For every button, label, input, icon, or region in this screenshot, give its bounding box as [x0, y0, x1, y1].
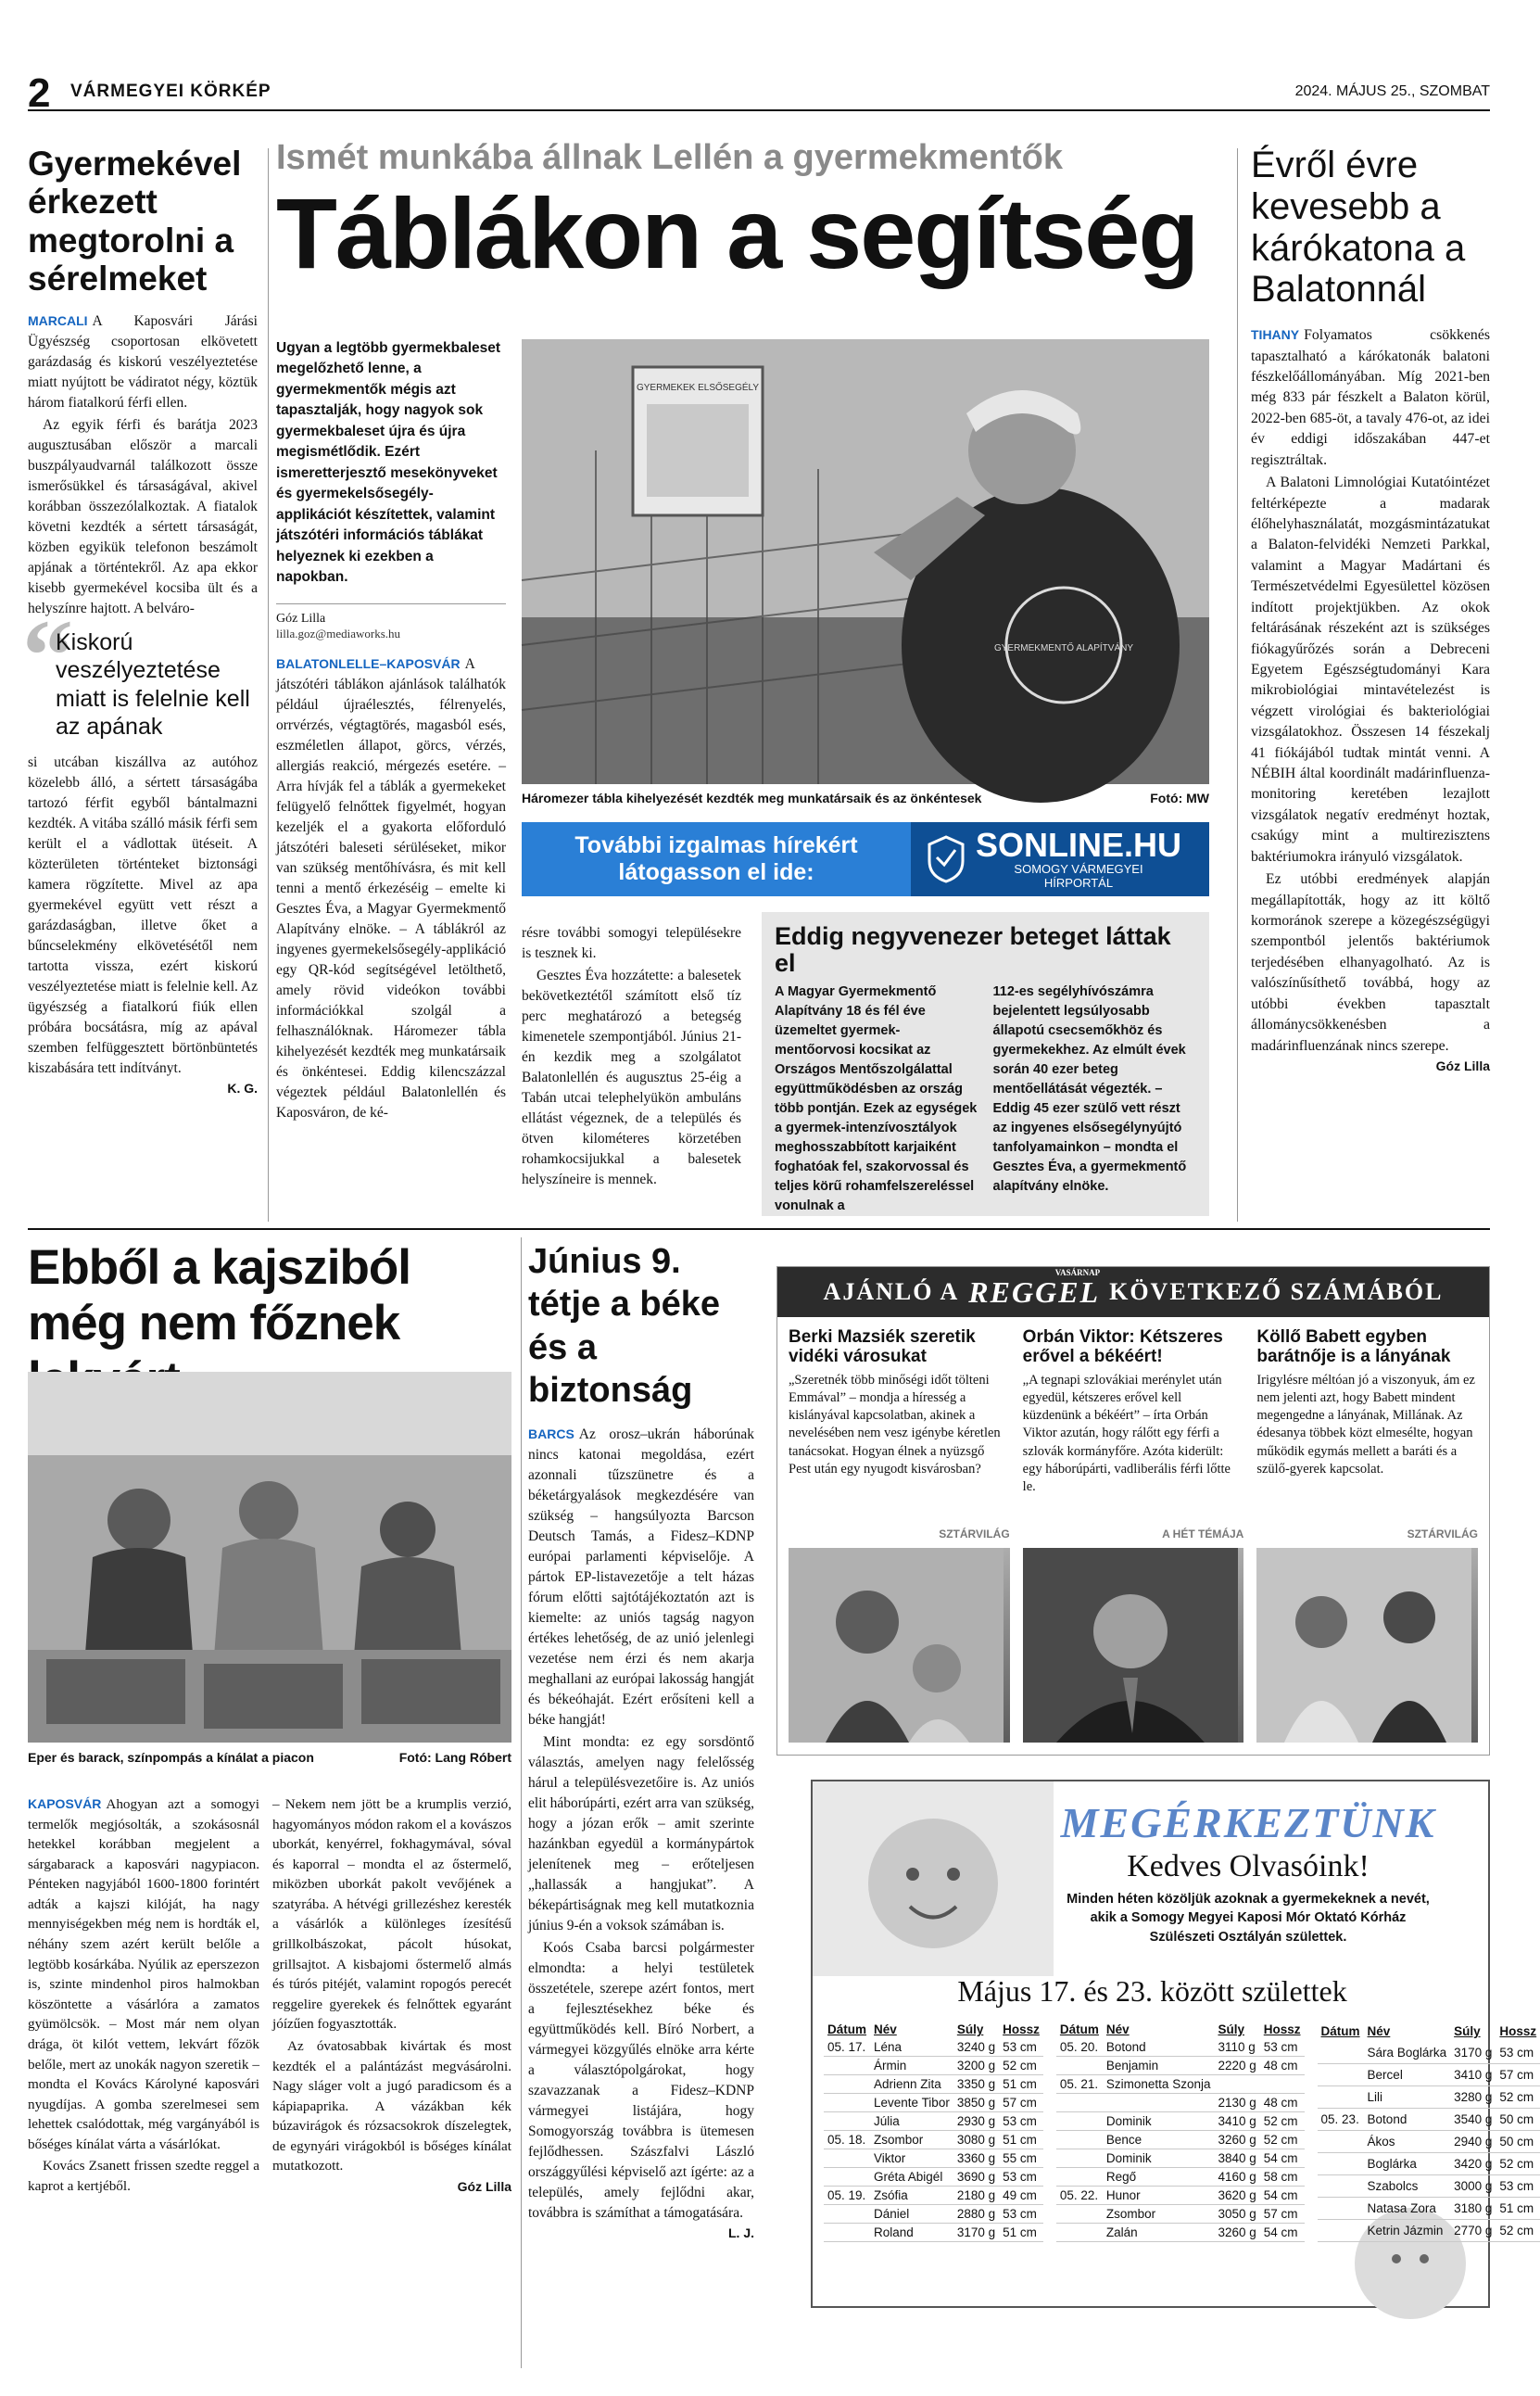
kajszi-col1-p1: Ahogyan azt a somogyi termelők megjósolták, a szokásosnál hetekkel korábban megjelent a sárgabarack a kaposvári nagypiacon. Pénteken nagyjából 1600-1800 forintért adták a kajszi kilóját, ha nagy mennyiségekben még nem is hordták el, néhány szem azért került belőle a legtöbb kosárkába. Nyúlik az eperszezon is, szinte mindenhol piros halmokban köszöntette a vásárlóra a zamatos gyümölcsök. – Most már nem olyan drága, öt kilót vettem, lekvárt főzök belőle, mert az unokák nagyon szeretik – mondta el Kovács Károlyné kaposvári nyugdíjas. A gomba szerelmesei sem lehettek csalódottak, még vargányából is bőséges kínálat várta a vásárlókat.	[28, 1796, 259, 2152]
recommend-brand-small: VASÁRNAP	[1054, 1267, 1101, 1277]
births-row	[1056, 2038, 1305, 2057]
births-cell	[1318, 2085, 1364, 2108]
left-story-signature: K. G.	[227, 1080, 258, 1096]
births-cell	[1214, 2075, 1259, 2094]
left-story-headline: Gyermekével érkezett megtorolni a sérelmeket	[28, 145, 242, 298]
births-row	[1318, 2063, 1540, 2085]
births-cell: 3080 g	[953, 2131, 999, 2149]
column-divider	[1237, 148, 1238, 1222]
sonline-brand-name: SONLINE.HU	[976, 826, 1182, 864]
births-cell: Hunor	[1103, 2187, 1215, 2205]
right-story	[1251, 145, 1490, 1073]
births-cell: 53 cm	[1496, 2174, 1540, 2197]
births-cell: Boglárka	[1364, 2152, 1451, 2174]
right-story-body	[1251, 325, 1490, 1057]
right-story-location: TIHANY	[1251, 327, 1300, 343]
births-cell	[824, 2224, 870, 2242]
births-header-cell: Név	[1367, 2023, 1391, 2038]
births-cell: 3110 g	[1214, 2038, 1259, 2057]
births-cell: 3280 g	[1450, 2085, 1496, 2108]
births-row	[1318, 2042, 1540, 2063]
sonline-ad-text	[522, 832, 911, 886]
recommend-item[interactable]	[789, 1328, 1010, 1743]
recommend-suffix: KÖVETKEZŐ SZÁMÁBÓL	[1109, 1278, 1444, 1305]
births-cell	[1318, 2042, 1364, 2063]
births-cell: Dominik	[1103, 2112, 1215, 2131]
births-row	[1056, 2131, 1305, 2149]
births-row	[1318, 2108, 1540, 2130]
births-cell: 52 cm	[1496, 2219, 1540, 2241]
main-story-col2-p2: Gesztes Éva hozzátette: a balesetek bekövetkeztétől számított első tíz perc meghatározó a betegség kimenetele szempontjából. Június 21-én kezdik meg a szolgálatot Balatonlellén és augusztus 25-éig a Tabán utcai telephelyükön ambuláns ellátást végeznek, de a település és ötven kilométeres körzetében rohamkocsijukkal a balesetek helyszíneire is mennek.	[522, 968, 741, 1187]
kajszi-photo-caption	[28, 1750, 511, 1765]
recommend-item-title: Orbán Viktor: Kétszeres erővel a békéért!	[1022, 1327, 1223, 1366]
byline	[276, 603, 506, 641]
births-cell	[1056, 2094, 1103, 2112]
sonline-ad[interactable]	[522, 822, 1209, 896]
births-header-cell: Súly	[956, 2022, 984, 2036]
births-row	[824, 2075, 1043, 2094]
births-row	[1056, 2112, 1305, 2131]
box-story-headline: Eddig negyvenezer beteget láttak el	[775, 922, 1171, 978]
births-cell: 52 cm	[1260, 2112, 1305, 2131]
births-row	[1318, 2174, 1540, 2197]
births-cell: 05. 17.	[824, 2038, 870, 2057]
main-photo	[522, 339, 1209, 784]
column-divider	[521, 1237, 522, 2368]
section-divider	[28, 1228, 1490, 1230]
births-cell: Adrienn Zita	[870, 2075, 953, 2094]
births-cell: Zsombor	[870, 2131, 953, 2149]
births-header-cell: Név	[874, 2022, 897, 2036]
births-cell: 57 cm	[1260, 2205, 1305, 2224]
kajszi-photo	[28, 1372, 511, 1743]
births-cell: 53 cm	[999, 2038, 1043, 2057]
births-cell: 55 cm	[999, 2149, 1043, 2168]
births-cell: 3180 g	[1450, 2197, 1496, 2219]
junius-signature: L. J.	[727, 2225, 754, 2241]
births-table	[824, 2021, 1043, 2242]
births-cell: 3620 g	[1214, 2187, 1259, 2205]
births-header-cell: Súly	[1218, 2022, 1244, 2036]
kajszi-signature: Góz Lilla	[457, 2178, 511, 2194]
births-row	[824, 2205, 1043, 2224]
main-story-headline: Táblákon a segítség	[276, 177, 1198, 290]
births-cell	[824, 2057, 870, 2075]
births-row	[1056, 2224, 1305, 2242]
births-cell: 3690 g	[953, 2168, 999, 2187]
births-cell: Roland	[870, 2224, 953, 2242]
junius-body	[528, 1425, 754, 2224]
births-cell: 3540 g	[1450, 2108, 1496, 2130]
births-cell: 3840 g	[1214, 2149, 1259, 2168]
births-cell	[824, 2094, 870, 2112]
recommend-item-text: „Szeretnék több minőségi időt tölteni Emmával” – mondja a híresség a kislányával kapcsolatban, akinek a nevelésében nem vesz igénybe kéretlen tanácsokat. Hogyan élnek a nyüzsgő Pest után egy nyugodt kisvárosban?	[789, 1373, 1001, 1477]
births-cell: 3170 g	[1450, 2042, 1496, 2063]
births-cell: 05. 21.	[1056, 2075, 1103, 2094]
photo-badge-text: GYERMEKMENTŐ ALAPÍTVÁNY	[993, 643, 1134, 653]
births-cell	[1318, 2197, 1364, 2219]
births-intro	[1026, 1890, 1471, 1946]
births-cell: 3360 g	[953, 2149, 999, 2168]
births-header-cell: Dátum	[1320, 2023, 1360, 2038]
left-story-p3: si utcában kiszállva az autóhoz közelebb álló, a sértett társaságába tartozó férfit egyből bántalmazni kezdték. A vitába szálló másik férfi sem került el a vádlottak ütéseit. A közterületen történteket biztonsági kamera rögzítette. Mivel az apa gyermekével együtt vett részt a garázdaságban, illetve őket a bűncselekmény elkövetésétől nem tartotta vissza, ezért kiskorú veszélyeztetése miatt is felelnie kell. Az ügyészség a fiatalkorú fiúk ellen próbára bocsátásra, míg az apával szemben felfüggesztett börtönbüntetés kiszabására tett indítványt.	[28, 754, 258, 1076]
births-cell: Lili	[1364, 2085, 1451, 2108]
left-story-p2: Az egyik férfi és barátja 2023 augusztusában először a marcali buszpályaudvarnál találkozott össze ismerősükkel és társaságával, akivel korábban összezólalkoztak. A fiatalok követni kezdték a sértett társaságát, közben egyikük telefonon beszámolt apjának a történtekről. Az apa ekkor kisebb gyermekével kocsiba ült és a helyszínre hajtott. A belváro-	[28, 416, 258, 616]
births-cell: Bercel	[1364, 2063, 1451, 2085]
births-cell	[824, 2149, 870, 2168]
births-row	[824, 2131, 1043, 2149]
births-cell: 54 cm	[1260, 2149, 1305, 2168]
births-cell	[824, 2112, 870, 2131]
births-cell: Bence	[1103, 2131, 1215, 2149]
kajszi-col1	[28, 1794, 259, 2199]
main-story-lead-col	[276, 338, 506, 1125]
births-row	[1056, 2205, 1305, 2224]
births-cell: Zalán	[1103, 2224, 1215, 2242]
births-cell: 53 cm	[1260, 2038, 1305, 2057]
births-cell: 49 cm	[999, 2187, 1043, 2205]
births-table-header	[1056, 2021, 1305, 2038]
births-cell: 50 cm	[1496, 2108, 1540, 2130]
births-header-cell: Hossz	[1499, 2023, 1537, 2038]
junius-p1: Az orosz–ukrán háborúnak nincs katonai megoldása, ezért azonnali tűzszünetre és a béketárgyalások megkezdésére van szükség – hangsúlyozta Barcson Deutsch Tamás, a Fidesz–KDNP európai parlamenti képviselője. A pártok EP-listavezetője a telt házas fórum előtti sajtótájékoztatón azt is kiemelte: az uniós tagság nagyon értékes lehetőség, de az unió jelenlegi vezetése nem érzi és nem akarja meghallani az európai lakosság hangját és békeóhaját. Ezért erősíteni kell a béke hangját!	[528, 1426, 754, 1729]
births-cell: Natasa Zora	[1364, 2197, 1451, 2219]
main-story-col1	[276, 654, 506, 1123]
pull-quote	[22, 598, 258, 742]
recommend-item-photo	[1256, 1548, 1478, 1743]
births-cell: 2130 g	[1214, 2094, 1259, 2112]
births-cell	[1056, 2149, 1103, 2168]
box-story	[762, 912, 1209, 1216]
births-cell: 51 cm	[999, 2224, 1043, 2242]
births-cell: 52 cm	[1260, 2131, 1305, 2149]
main-photo-credit: Fotó: MW	[1150, 791, 1209, 805]
births-cell: Szabolcs	[1364, 2174, 1451, 2197]
recommend-item[interactable]	[1256, 1328, 1478, 1743]
births-cell: 05. 23.	[1318, 2108, 1364, 2130]
births-cell: Levente Tibor	[870, 2094, 953, 2112]
births-row	[824, 2168, 1043, 2187]
main-photo-caption	[522, 791, 1209, 805]
recommend-item-title: Köllő Babett egyben barátnője is a lányának	[1256, 1327, 1451, 1366]
births-row	[824, 2112, 1043, 2131]
births-cell: 57 cm	[999, 2094, 1043, 2112]
births-cell	[1318, 2063, 1364, 2085]
sonline-ad-line2: látogasson el ide:	[618, 859, 814, 885]
births-cell: 3260 g	[1214, 2224, 1259, 2242]
births-cell: 51 cm	[999, 2075, 1043, 2094]
section-title: VÁRMEGYEI KÖRKÉP	[70, 82, 271, 101]
births-table	[1056, 2021, 1305, 2242]
right-story-p2: A Balatoni Limnológiai Kutatóintézet feltérképezte a madarak élőhelyhasználatát, mozgásmintázatukat a Balaton-felvidéki Nemzeti Parkkal, valamint a Magyar Madártani és Természetvédelmi Egyesülettel közösen indított projektjükben. Az okok feltárásának részeként azt is szükséges fiókagyűrőzés során a Debreceni Egyetem Egészségtudományi Kara mikrobiológiai mintavételezést is végzett virológiai és bakteriológiai vizsgálatokhoz. Összesen 14 fészekalj 41 fiókájából tudtak mintát venni. A NÉBIH által koordinált madárinfluenza-monitoring keretében lezajlott vizsgálatok negatív eredményt hoztak, csakúgy mint a multirezisztens baktériumokra irányuló vizsgálatok.	[1251, 475, 1490, 865]
recommend-item-source: SZTÁRVILÁG	[1407, 1528, 1479, 1541]
main-story-col1-text: A játszótéri táblákon ajánlások találhatók például újraélesztés, félrenyelés, orrvérzés, végtagtörés, magasból esés, eszméletlen állapot, görcs, vérzés, allergiás reakció, mérgezés esetére. – Arra hívják fel a táblák a gyermekeket felügyelő felnőttek figyelmét, hogyan kezeljék el a gyakorta előforduló játszótéri baleseti sérüléseket, mikor van szükség mentőhívásra, és mit kell tenni a mentő érkezéséig – emelte ki Gesztes Éva, a Magyar Gyermekmentő Alapítvány elnöke. – A táblákról az ingyenes gyermekelsősegély-applikáció egy QR-kód segítségével letölthető, amely rövid videókon további információkkal szolgál a felhasználóknak. Háromezer tábla kihelyezését kezdték meg munkatársaik és önkéntesei. Eddig kilencszázzal végeztek például Balatonlellén és Kaposváron, de ké-	[276, 655, 506, 1121]
births-cell: 51 cm	[1496, 2197, 1540, 2219]
births-row	[1318, 2085, 1540, 2108]
shield-icon	[928, 835, 965, 883]
births-row	[824, 2057, 1043, 2075]
births-cell: 3350 g	[953, 2075, 999, 2094]
births-cell: Sára Boglárka	[1364, 2042, 1451, 2063]
births-cell: Gréta Abigél	[870, 2168, 953, 2187]
births-cell	[1318, 2174, 1364, 2197]
recommend-brand-name: REGGEL	[968, 1274, 1101, 1309]
left-story-body-2	[28, 753, 258, 1079]
births-cell: Szimonetta Szonja	[1103, 2075, 1215, 2094]
births-cell: 48 cm	[1260, 2057, 1305, 2075]
births-cell: 05. 22.	[1056, 2187, 1103, 2205]
left-story-p1: A Kaposvári Járási Ügyészség csoportosan elkövetett garázdaság és kiskorú veszélyeztetése miatt nyújtott be vádiratot négy, köztük három fiatalkorú férfi ellen.	[28, 312, 258, 411]
births-header-cell: Hossz	[1003, 2022, 1040, 2036]
births-table	[1318, 2021, 1540, 2242]
births-intro-1: Minden héten közöljük azoknak a gyermekeknek a nevét,	[1067, 1892, 1430, 1907]
main-story-kicker: Ismét munkába állnak Lellén a gyermekmentők	[276, 138, 1064, 177]
births-cell	[1056, 2168, 1103, 2187]
births-cell	[824, 2168, 870, 2187]
births-cell: Regő	[1103, 2168, 1215, 2187]
births-cell	[1056, 2131, 1103, 2149]
births-cell: 3850 g	[953, 2094, 999, 2112]
births-cell: 58 cm	[1260, 2168, 1305, 2187]
main-photo-caption-text: Háromezer tábla kihelyezését kezdték meg munkatársaik és az önkéntesek	[522, 791, 982, 805]
page-number: 2	[28, 70, 51, 116]
births-cell: 2940 g	[1450, 2130, 1496, 2152]
main-story-lead: Ugyan a legtöbb gyermekbaleset megelőzhető lenne, a gyermekmentők mégis azt tapasztalják, hogy nagyok sok gyermekbaleset újra és újra megismétlődik. Ezért ismeretterjesztő mesekönyveket és gyermekelsősegély-applikációt készítettek, valamint játszótéri információs táblákat helyeznek ki ezekben a napokban.	[276, 340, 501, 586]
births-table-header	[824, 2021, 1043, 2038]
births-header-cell: Dátum	[827, 2022, 867, 2036]
issue-date: 2024. MÁJUS 25., SZOMBAT	[1294, 83, 1490, 99]
byline-author: Góz Lilla	[276, 611, 326, 626]
sonline-ad-brand-box	[911, 822, 1209, 896]
births-cell: 3260 g	[1214, 2131, 1259, 2149]
births-cell: 2180 g	[953, 2187, 999, 2205]
kajszi-photo-credit: Fotó: Lang Róbert	[398, 1750, 511, 1765]
junius-p3: Koós Csaba barcsi polgármester elmondta: a helyi testületek összetétele, szerepe azért fontos, mert a fejlesztésekhez béke és együttműködés kell. Bíró Norbert, a vármegyei közgyűlés elnöke arra kérte a választópolgárokat, hogy szavazzanak a Fidesz–KDNP vármegyei listájára, hogy Somogyország továbbra is ütemesen fejlődhessen. Szászfalvi László országgyűlési képviselő azt ígérte: az a település, amely fejlődni akar, továbbra is számíthat a támogatására.	[528, 1940, 754, 2222]
kajszi-col1-p2: Kovács Zsanett frissen szedte reggel a kaprot a kertjéből.	[28, 2158, 259, 2194]
births-cell: 05. 18.	[824, 2131, 870, 2149]
births-cell	[1103, 2094, 1215, 2112]
sign-text: GYERMEKEK ELSŐSEGÉLY	[636, 383, 760, 393]
births-header	[1026, 1798, 1471, 1946]
births-cell: 05. 20.	[1056, 2038, 1103, 2057]
quote-mark-icon: “	[22, 598, 73, 712]
kajszi-location: KAPOSVÁR	[28, 1796, 102, 1811]
main-story-col2	[522, 923, 741, 1192]
births-cell: 48 cm	[1260, 2094, 1305, 2112]
births-cell: Dániel	[870, 2205, 953, 2224]
births-cell: Júlia	[870, 2112, 953, 2131]
births-cell: 3420 g	[1450, 2152, 1496, 2174]
births-cell: 52 cm	[1496, 2085, 1540, 2108]
recommend-item-source: A HÉT TÉMÁJA	[1162, 1528, 1244, 1541]
births-cell	[1318, 2219, 1364, 2241]
births-cell	[824, 2075, 870, 2094]
junius-headline: Június 9. tétje a béke és a biztonság	[528, 1242, 720, 1411]
births-row	[1056, 2187, 1305, 2205]
left-story-location: MARCALI	[28, 312, 88, 328]
recommend-item-title: Berki Mazsiék szeretik vidéki városukat	[789, 1327, 976, 1366]
main-story	[276, 138, 1212, 290]
sonline-ad-line1: További izgalmas hírekért	[574, 832, 858, 859]
births-cell: 3240 g	[953, 2038, 999, 2057]
recommend-brand	[968, 1267, 1101, 1310]
recommend-item-photo	[789, 1548, 1010, 1743]
births-cell: 53 cm	[999, 2112, 1043, 2131]
births-cell: 53 cm	[999, 2168, 1043, 2187]
births-cell: 52 cm	[999, 2057, 1043, 2075]
births-cell: 2770 g	[1450, 2219, 1496, 2241]
births-cell: 53 cm	[999, 2205, 1043, 2224]
right-story-p1: Folyamatos csökkenés tapasztalható a kárókatonák balatoni fészkelőállományában. Míg 2021-ben még 833 pár fészkelt a Balaton körül, 2022-ben 685-öt, a tavaly 476-ot, az idei év eddigi időszakában 447-et regisztráltak.	[1251, 327, 1490, 468]
baby-photo	[813, 1781, 1054, 1976]
recommend-item-photo	[1023, 1548, 1244, 1743]
page-header	[28, 70, 1490, 116]
recommend-items	[777, 1317, 1489, 1754]
births-cell: Ketrin Jázmin	[1364, 2219, 1451, 2241]
kajszi-photo-graphic	[28, 1372, 511, 1743]
births-cell: 2930 g	[953, 2112, 999, 2131]
recommend-prefix: AJÁNLÓ A	[823, 1278, 960, 1305]
recommend-header	[777, 1267, 1489, 1317]
recommend-item[interactable]	[1023, 1328, 1244, 1743]
births-cell	[1056, 2224, 1103, 2242]
births-cell: 3410 g	[1450, 2063, 1496, 2085]
births-cell: Ákos	[1364, 2130, 1451, 2152]
births-cell: 54 cm	[1260, 2187, 1305, 2205]
births-cell: 50 cm	[1496, 2130, 1540, 2152]
births-cell: 2220 g	[1214, 2057, 1259, 2075]
births-cell	[1318, 2130, 1364, 2152]
births-row	[1056, 2168, 1305, 2187]
byline-email[interactable]: lilla.goz@mediaworks.hu	[276, 626, 400, 640]
births-cell: 4160 g	[1214, 2168, 1259, 2187]
births-cell: Botond	[1103, 2038, 1215, 2057]
kajszi-col2-p2: Az óvatosabbak kivártak és most kezdték el a palántázást megvásárolni. Nagy sláger volt a jugó paradicsom és a kápiapaprika. A vázákban kék búzavirágok és rózsacsokrok díszelegtek, de egynyári virágokból is bőséges kínálat mutatkozott.	[272, 2037, 511, 2174]
births-cell: 3200 g	[953, 2057, 999, 2075]
births-cell	[1260, 2075, 1305, 2094]
births-row	[1318, 2219, 1540, 2241]
births-cell	[1318, 2152, 1364, 2174]
recommend-item-text: Irigylésre méltóan jó a viszonyuk, ám ez nem jelenti azt, hogy Babett mindent megengedne a lányának, Millának. Az édesanya többek közt elmesélte, hogyan működik egymás mellett a baráti és a szülő-gyerek kapcsolat.	[1256, 1373, 1475, 1477]
kajszi-caption-text: Eper és barack, színpompás a kínálat a piacon	[28, 1750, 314, 1765]
box-story-columns	[762, 982, 1209, 1216]
births-intro-2: akik a Somogy Megyei Kaposi Mór Oktató Kórház	[1090, 1910, 1407, 1926]
recommend-item-text: „A tegnapi szlovákiai merénylet után egyedül, kétszeres erővel kell küzdenünk a békéért” – írta Orbán Viktor azután, hogy rálőtt egy férfi a szlovák kormányfőre. Azóta kiderült: egy háborúpárti, vadliberális férfi lőtte le.	[1022, 1373, 1231, 1494]
births-row	[1056, 2057, 1305, 2075]
births-header-cell: Dátum	[1059, 2022, 1099, 2036]
births-header-cell: Név	[1105, 2022, 1130, 2036]
births-header-cell: Hossz	[1263, 2022, 1301, 2036]
births-intro-3: Szülészeti Osztályán születtek.	[1149, 1929, 1347, 1945]
sonline-brand-sub2: HÍRPORTÁL	[1043, 876, 1114, 890]
box-story-col2: 112-es segélyhívószámra bejelentett legsúlyosabb állapotú csecsemőkhöz és gyermekekhez. Az elmúlt évek során 40 ezer beteg mentőellátását végezték. – Eddig 45 ezer szülő vett részt az ingyenes elsősegélynyújtó tanfolyamainkon – mondta el Gesztes Éva, a gyermekmentő alapítvány elnöke.	[992, 984, 1187, 1195]
births-cell: Benjamin	[1103, 2057, 1215, 2075]
births-row	[1318, 2197, 1540, 2219]
births-row	[824, 2038, 1043, 2057]
junius-location: BARCS	[528, 1426, 574, 1442]
recommend-item-source: SZTÁRVILÁG	[939, 1528, 1010, 1541]
births-cell: 54 cm	[1260, 2224, 1305, 2242]
births-greeting: Kedves Olvasóink!	[1127, 1849, 1370, 1883]
births-row	[1318, 2152, 1540, 2174]
births-cell: 3050 g	[1214, 2205, 1259, 2224]
kajszi-headline: Ebből a kajsziból még nem főznek	[28, 1240, 410, 1351]
births-cell: 3410 g	[1214, 2112, 1259, 2131]
births-cell: Léna	[870, 2038, 953, 2057]
births-cell: 53 cm	[1496, 2042, 1540, 2063]
births-row	[824, 2094, 1043, 2112]
main-story-location: BALATONLELLE–KAPOSVÁR	[276, 655, 461, 671]
births-cell: 3170 g	[953, 2224, 999, 2242]
births-row	[824, 2187, 1043, 2205]
main-photo-graphic	[522, 339, 1209, 784]
sonline-brand	[976, 826, 1182, 890]
left-story	[22, 145, 258, 1096]
births-box	[811, 1780, 1537, 2308]
column-divider	[268, 148, 269, 1222]
births-row	[1056, 2094, 1305, 2112]
births-cell: Dominik	[1103, 2149, 1215, 2168]
births-title: MEGÉRKEZTÜNK	[1060, 1799, 1436, 1846]
right-story-headline: Évről évre kevesebb a kárókatona a Balatonnál	[1251, 145, 1466, 311]
births-cell: Ármin	[870, 2057, 953, 2075]
births-table-header	[1318, 2021, 1540, 2042]
births-cell: 52 cm	[1496, 2152, 1540, 2174]
sonline-brand-sub1: SOMOGY VÁRMEGYEI	[1014, 862, 1143, 876]
births-cell	[824, 2205, 870, 2224]
main-story-col2-p1: résre további somogyi településekre is tesznek ki.	[522, 925, 741, 961]
junius-story	[528, 1240, 754, 2240]
births-tables	[824, 2021, 1537, 2242]
recommend-box	[776, 1266, 1490, 1756]
births-row	[1056, 2075, 1305, 2094]
births-cell: 51 cm	[999, 2131, 1043, 2149]
births-header-cell: Súly	[1454, 2023, 1481, 2038]
births-row	[1318, 2130, 1540, 2152]
births-cell	[1056, 2205, 1103, 2224]
births-cell: Botond	[1364, 2108, 1451, 2130]
births-cell: 57 cm	[1496, 2063, 1540, 2085]
births-cell: 2880 g	[953, 2205, 999, 2224]
births-period: Május 17. és 23. között születtek	[957, 1974, 1347, 2008]
births-cell	[1056, 2057, 1103, 2075]
kajszi-col2-p1: – Nekem nem jött be a krumplis verzió, hagyományos módon rakom el a kovászos uborkát, kenyérrel, fokhagymával, sóval és kaporral – mondta el az őstermelő, miközben uborkát pakolt vevőjének a szatyrába. A hétvégi grillezéshez keresték a vásárlók a különleges ízesítésű grillkolbászokat, pácolt húsokat, grillsajtot. A kisbajomi őstermelő almás és túrós pitéjét, valamint ropogós perecét reggelire gyerekek és felnőttek egyaránt jóízűen fogyasztották.	[272, 1796, 511, 2033]
births-cell	[1056, 2112, 1103, 2131]
kajszi-col2	[272, 1794, 511, 2197]
right-story-signature: Góz Lilla	[1435, 1058, 1490, 1073]
births-cell: Zsombor	[1103, 2205, 1215, 2224]
box-story-col1: A Magyar Gyermekmentő Alapítvány 18 és fél éve üzemeltet gyermek-mentőorvosi kocsikat az Országos Mentőszolgálattal együttműködésben az ország több pontján. Ezek az egységek a gyermek-intenzívosztályok meghosszabbított karjaiként foghatóak fel, szakorvossal és teljes körű rohamfelszereléssel vonulnak a	[775, 984, 978, 1214]
junius-p2: Mint mondta: ez egy sorsdöntő választás, amelyen nagy felelősség hárul a településvezetőire is. Az uniós elit háborúpárti, ezért arra van szükség, hogy a józan erők – amit szerinte hazánkban egyedül a kormánypártok jelenítenek meg – erőteljesen „hallassák a hangjukat”. A békepártiságnak meg kell mutatkoznia június 9-én a voksok számában is.	[528, 1734, 755, 1934]
births-cell: 3000 g	[1450, 2174, 1496, 2197]
right-story-p3: Ez utóbbi eredmények alapján megállapították, hogy az itt költő kormoránok szerepe a közegészségügyi szempontból jelentős baktériumok terjedésében elhanyagolható. Az is valószínűsíthető továbbá, hogy az utóbbi években tapasztalt állománycsökkenésben a madárinfluenzának nincs szerepe.	[1251, 871, 1490, 1054]
births-row	[1056, 2149, 1305, 2168]
births-cell: Viktor	[870, 2149, 953, 2168]
births-row	[824, 2149, 1043, 2168]
births-cell: Zsófia	[870, 2187, 953, 2205]
left-story-body	[28, 311, 258, 619]
births-row	[824, 2224, 1043, 2242]
pull-quote-text: Kiskorú veszélyeztetése miatt is felelnie kell az apának	[56, 628, 250, 741]
births-cell: 05. 19.	[824, 2187, 870, 2205]
